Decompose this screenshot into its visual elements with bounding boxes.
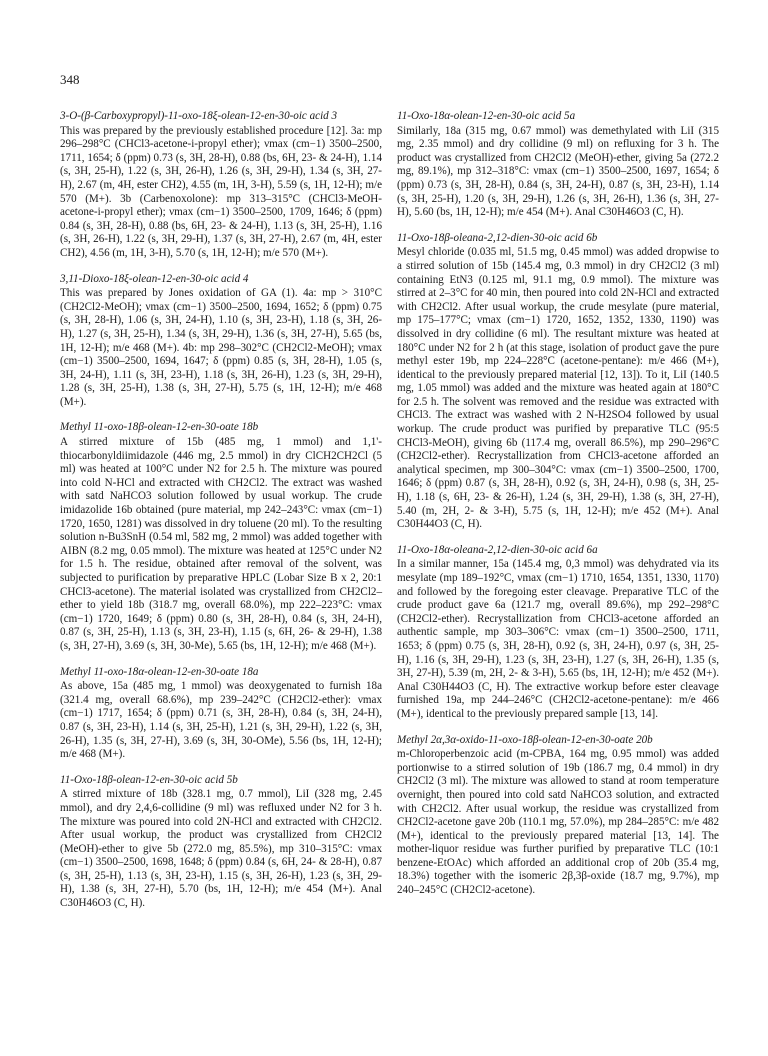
section-compound-6a [397,544,719,722]
left-column [60,110,382,923]
section-body: As above, 15a (485 mg, 1 mmol) was deoxygenated to furnish 18a (321.4 mg, overall 68.6%), mp 239–242°C (CH2Cl2-ether): νmax (cm−1) 1717, 1654; δ (ppm) 0.71 (s, 3H, 28-H), 0.84 (s, 3H, 24-H), 0.87 (s, 3H, 23-H), 1.14 (s, 3H, 25-H), 1.21 (s, 3H, 29-H), 1.22 (s, 3H, 26-H), 1.35 (s, 3H, 27-H), 3.69 (s, 3H, 30-OMe), 5.56 (bs, 1H, 12-H); m/e 468 (M+). [60,680,382,761]
section-compound-20b [397,734,719,898]
section-body: This was prepared by the previously established procedure [12]. 3a: mp 296–298°C (CHCl3-acetone-i-propyl ether); νmax (cm−1) 3500–2500, 1711, 1654; δ (ppm) 0.73 (s, 3H, 28-H), 0.88 (bs, 6H, 23- & 24-H), 1.14 (s, 3H, 25-H), 1.22 (s, 3H, 26-H), 1.26 (s, 3H, 29-H), 1.34 (s, 3H, 27-H), 2.67 (m, 4H, ester CH2), 4.55 (m, 1H, 3-H), 5.59 (s, 1H, 12-H); m/e 570 (M+). 3b (Carbenoxolone): mp 313–315°C (CHCl3-MeOH-acetone-i-propyl ether); νmax (cm−1) 3500–2500, 1709, 1646; δ (ppm) 0.84 (s, 3H, 28-H), 0.88 (bs, 6H, 23- & 24-H), 1.13 (s, 3H, 25-H), 1.16 (s, 3H, 26-H), 1.22 (s, 3H, 29-H), 1.37 (s, 3H, 27-H), 2.67 (m, 4H, ester CH2), 4.56 (m, 1H, 3-H), 5.70 (s, 1H, 12-H); m/e 570 (M+). [60,124,382,259]
section-title: 11-Oxo-18β-olean-12-en-30-oic acid 5b [60,773,238,786]
section-title: Methyl 2α,3α-oxido-11-oxo-18β-olean-12-en-30-oate 20b [397,733,653,746]
section-compound-4 [60,273,382,410]
section-compound-5a [397,110,719,220]
section-body: Mesyl chloride (0.035 ml, 51.5 mg, 0.45 mmol) was added dropwise to a stirred solution of 15b (145.4 mg, 0.3 mmol) in dry CH2Cl2 (3 ml) containing EtN3 (0.125 ml, 91.1 mg, 0.9 mmol). The mixture was stirred at 2–3°C for 40 min, then poured into cold 2N-HCl and extracted with CH2Cl2. After usual workup, the crude mesylate (pure material, mp 175–177°C; νmax (cm−1) 1720, 1652, 1352, 1330, 1190) was dissolved in dry collidine (6 ml). The resultant mixture was heated at 180°C under N2 for 2 h (at this stage, isolation of product gave the pure methyl ester 19b, mp 224–228°C (acetone-pentane): m/e 466 (M+), identical to the previously prepared material [12, 13]). To it, LiI (140.5 mg, 1.05 mmol) was added and the mixture was heated again at 180°C for 2.5 h. The solvent was removed and the residue was extracted with CHCl3. The extract was washed with 2 N-H2SO4 followed by usual workup. The crude product was purified by preparative TLC (95:5 CHCl3-MeOH), giving 6b (117.4 mg, overall 86.5%), mp 290–296°C (CH2Cl2-ether). Recrystallization from CHCl3-acetone afforded an analytical specimen, mp 300–304°C: νmax (cm−1) 3500–2500, 1700, 1646; δ (ppm) 0.87 (s, 3H, 28-H), 0.92 (s, 3H, 24-H), 0.98 (s, 3H, 25-H), 1.18 (s, 6H, 23- & 26-H), 1.24 (s, 3H, 29-H), 1.38 (s, 3H, 27-H), 5.40 (m, 2H, 2- & 3-H), 5.75 (s, 1H, 12-H); m/e 452 (M+). Anal C30H44O3 (C, H). [397,246,719,531]
section-title: 11-Oxo-18α-olean-12-en-30-oic acid 5a [397,110,576,122]
section-title: 11-Oxo-18α-oleana-2,12-dien-30-oic acid 6a [397,543,598,556]
section-body: This was prepared by Jones oxidation of GA (1). 4a: mp > 310°C (CH2Cl2-MeOH); νmax (cm−1) 3500–2500, 1694, 1652; δ (ppm) 0.75 (s, 3H, 28-H), 1.06 (s, 3H, 24-H), 1.10 (s, 3H, 23-H), 1.18 (s, 3H, 26-H), 1.27 (s, 3H, 25-H), 1.34 (s, 3H, 29-H), 1.36 (s, 3H, 27-H), 5.65 (bs, 1H, 12-H); m/e 468 (M+). 4b: mp 298–302°C (CH2Cl2-MeOH); νmax (cm−1) 3500–2500, 1694, 1647; δ (ppm) 0.85 (s, 3H, 28-H), 1.05 (s, 3H, 24-H), 1.11 (s, 3H, 23-H), 1.18 (s, 3H, 26-H), 1.23 (s, 3H, 29-H), 1.28 (s, 3H, 25-H), 1.38 (s, 3H, 27-H), 5.75 (s, 1H, 12-H); m/e 468 (M+). [60,287,382,408]
section-title: 3,11-Dioxo-18ξ-olean-12-en-30-oic acid 4 [60,272,249,285]
section-title: Methyl 11-oxo-18α-olean-12-en-30-oate 18a [60,665,259,678]
section-title: 11-Oxo-18β-oleana-2,12-dien-30-oic acid 6b [397,231,598,244]
section-compound-5b [60,774,382,911]
section-title: Methyl 11-oxo-18β-olean-12-en-30-oate 18b [60,421,259,434]
section-compound-18a [60,666,382,762]
section-body: Similarly, 18a (315 mg, 0.67 mmol) was demethylated with LiI (315 mg, 2.35 mmol) and dry collidine (9 ml) on refluxing for 3 h. The product was crystallized from CH2Cl2 (MeOH)-ether, giving 5a (272.2 mg, 89.1%), mp 312–318°C: νmax (cm−1) 3500–2500, 1697, 1654; δ (ppm) 0.73 (s, 3H, 28-H), 0.84 (s, 3H, 24-H), 0.87 (s, 3H, 23-H), 1.14 (s, 3H, 25-H), 1.20 (s, 3H, 29-H), 1.26 (s, 3H, 26-H), 1.36 (s, 3H, 27-H), 5.60 (bs, 1H, 12-H); m/e 454 (M+). Anal C30H46O3 (C, H). [397,124,719,219]
section-body: A stirred mixture of 15b (485 mg, 1 mmol) and 1,1'-thiocarbonyldiimidazole (446 mg, 2.5 mmol) in dry ClCH2CH2Cl (5 ml) was heated at 100°C under N2 for 2.5 h. The mixture was poured into cold N-HCl and extracted with CH2Cl2. The extract was washed with satd NaHCO3 solution followed by usual workup. The crude imidazolide 16b obtained (pure material, mp 242–243°C: νmax (cm−1) 1720, 1650, 1281) was dissolved in dry toluene (20 ml). To the resulting solution n-Bu3SnH (0.54 ml, 582 mg, 2 mmol) was added together with AIBN (8.2 mg, 0.05 mmol). The mixture was heated at 125°C under N2 for 1.5 h. The residue, obtained after removal of the solvent, was subjected to purification by preparative HPLC (Lobar Size B x 2, 20:1 CHCl3-acetone). The material isolated was crystallized from CH2Cl2–ether to yield 18b (318.7 mg, overall 68.0%), mp 222–223°C: νmax (cm−1) 1720, 1649; δ (ppm) 0.80 (s, 3H, 28-H), 0.84 (s, 3H, 24-H), 0.87 (s, 3H, 25-H), 1.13 (s, 3H, 23-H), 1.15 (s, 6H, 26- & 29-H), 1.38 (s, 3H, 27-H), 3.69 (s, 3H, 30-Me), 5.65 (bs, 1H, 12-H); m/e 468 (M+). [60,436,382,652]
section-compound-18b [60,421,382,653]
section-body: m-Chloroperbenzoic acid (m-CPBA, 164 mg, 0.95 mmol) was added portionwise to a stirred solution of 19b (186.7 mg, 0.4 mmol) in dry CH2Cl2 (3 ml). The mixture was allowed to stand at room temperature overnight, then poured into cold satd NaHCO3 solution, and extracted with CH2Cl2. After usual workup, the residue was crystallized from CH2Cl2-acetone gave 20b (110.1 mg, 57.0%), mp 284–285°C: m/e 482 (M+), identical to the previously prepared material [13, 14]. The mother-liquor residue was further purified by preparative TLC (10:1 benzene-EtOAc) which afforded an additional crop of 20b (35.4 mg, 18.3%) together with the isomeric 2β,3β-oxide (18.7 mg, 9.7%), mp 240–245°C (CH2Cl2-acetone). [397,748,719,897]
section-title: 3-O-(β-Carboxypropyl)-11-oxo-18ξ-olean-12-en-30-oic acid 3 [60,110,338,122]
section-body: A stirred mixture of 18b (328.1 mg, 0.7 mmol), LiI (328 mg, 2.45 mmol), and dry 2,4,6-collidine (9 ml) was refluxed under N2 for 3 h. The mixture was poured into cold 2N-HCl and extracted with CH2Cl2. After usual workup, the product was crystallized from CH2Cl2 (MeOH)-ether to give 5b (272.0 mg, 85.5%), mp 310–315°C: νmax (cm−1) 3500–2500, 1698, 1648; δ (ppm) 0.84 (s, 6H, 24- & 28-H), 0.87 (s, 3H, 25-H), 1.13 (s, 3H, 23-H), 1.15 (s, 3H, 26-H), 1.23 (s, 3H, 29-H), 1.38 (s, 3H, 27-H), 5.70 (bs, 1H, 12-H); m/e 454 (M+). Anal C30H46O3 (C, H). [60,788,382,910]
page-number: 348 [60,72,80,87]
section-body: In a similar manner, 15a (145.4 mg, 0,3 mmol) was dehydrated via its mesylate (mp 189–192°C, νmax (cm−1) 1710, 1654, 1351, 1330, 1170) and followed by the foregoing ester cleavage. Preparative TLC of the crude product gave 6a (121.7 mg, overall 89.6%), mp 292–298°C (CH2Cl2-ether). Recrystallization from CHCl3-acetone afforded an authentic sample, mp 303–306°C: νmax (cm−1) 3500–2500, 1711, 1653; δ (ppm) 0.75 (s, 3H, 28-H), 0.92 (s, 3H, 24-H), 0.97 (s, 3H, 25-H), 1.16 (s, 3H, 29-H), 1.23 (s, 3H, 23-H), 1.27 (s, 3H, 26-H), 1.35 (s, 3H, 27-H), 5.39 (m, 2H, 2- & 3-H), 5.65 (bs, 1H, 12-H); m/e 452 (M+). Anal C30H44O3 (C, H). The extractive workup before ester cleavage furnished 19a, mp 244–246°C (CH2Cl2-acetone-pentane): m/e 466 (M+), identical to the previously prepared sample [13, 14]. [397,558,719,720]
right-column [397,110,719,910]
section-compound-6b [397,232,719,532]
section-compound-3 [60,110,382,261]
